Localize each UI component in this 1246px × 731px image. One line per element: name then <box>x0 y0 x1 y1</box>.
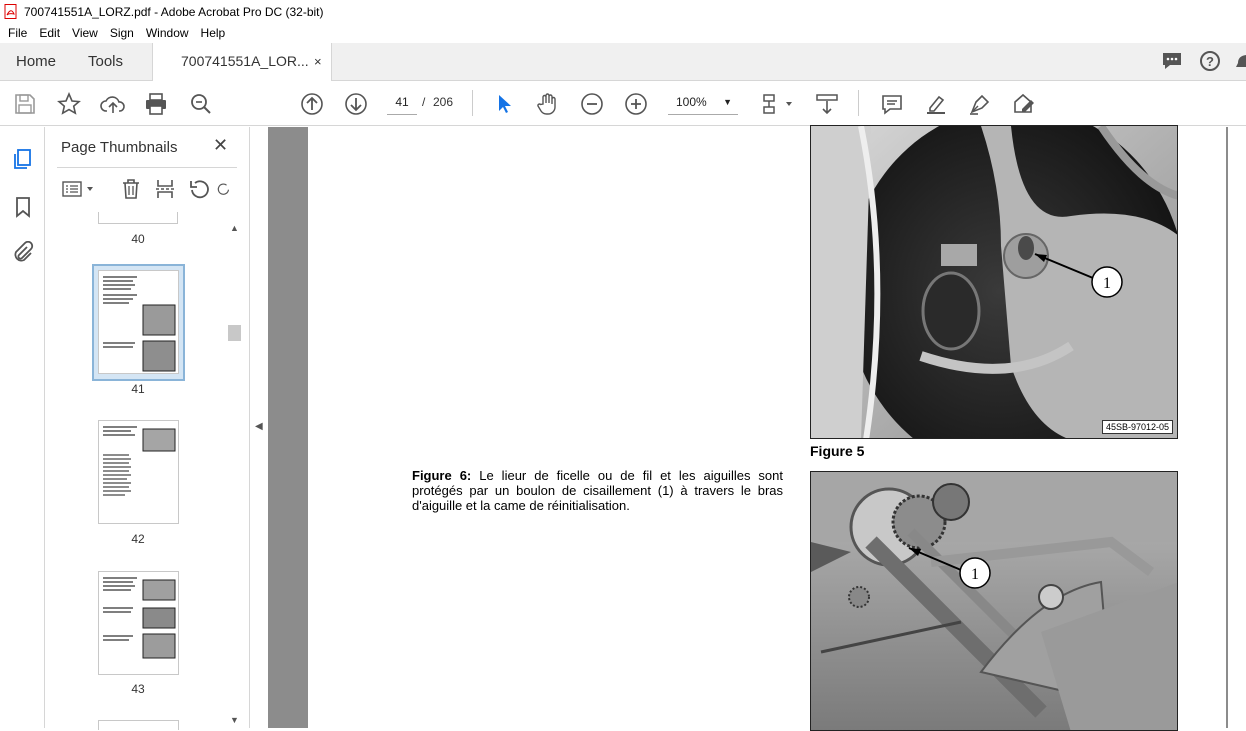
figure6-text: Le lieur de ficelle ou de fil et les aiguilles sont protégés par un boulon de cisaillement (1) à travers le bras d'aiguille et la came de réinitialisation. <box>412 468 783 513</box>
rotate-right-icon[interactable] <box>217 177 231 201</box>
tab-document[interactable] <box>152 43 332 81</box>
panel-divider <box>57 167 237 168</box>
help-icon[interactable] <box>1198 49 1222 73</box>
panel-collapse-handle[interactable] <box>250 127 268 728</box>
zoom-in-icon[interactable] <box>623 91 649 117</box>
menu-sign[interactable]: Sign <box>109 26 134 40</box>
thumbnail-scrollbar[interactable] <box>228 219 242 727</box>
panel-title: Page Thumbnails <box>61 139 178 156</box>
zoom-out-icon[interactable] <box>579 91 605 117</box>
options-menu-icon[interactable] <box>61 177 95 201</box>
zoom-level-dropdown[interactable] <box>668 90 738 115</box>
rotate-left-icon[interactable] <box>187 177 211 201</box>
menu-help[interactable]: Help <box>200 26 226 40</box>
chevron-left-icon: ◀ <box>255 421 263 432</box>
tab-tools[interactable]: Tools <box>88 53 124 70</box>
toolbar-separator <box>472 90 473 116</box>
svg-text:?: ? <box>1206 54 1214 69</box>
figure5-photo-code: 45SB-97012-05 <box>1102 420 1173 434</box>
print-icon[interactable] <box>143 91 169 117</box>
page-display-icon[interactable] <box>760 91 796 117</box>
figure6-callout: 1 <box>971 566 979 583</box>
page-number-input[interactable]: 41 <box>387 90 417 115</box>
menu-bar <box>0 23 1246 43</box>
scroll-mode-icon[interactable] <box>814 91 840 117</box>
thumbnail-label: 40 <box>131 232 145 246</box>
chevron-down-icon: ▼ <box>723 97 732 107</box>
zoom-search-icon[interactable] <box>188 91 214 117</box>
window-title: 700741551A_LORZ.pdf - Adobe Acrobat Pro DC (32-bit) <box>24 4 324 19</box>
thumbnail-page-44[interactable] <box>98 720 179 730</box>
next-page-icon[interactable] <box>343 91 369 117</box>
notifications-icon[interactable] <box>1236 49 1246 73</box>
thumbnail-42-content <box>99 421 178 523</box>
select-cursor-icon[interactable] <box>491 91 517 117</box>
page-separator: / <box>422 95 426 109</box>
thumbnail-label: 42 <box>131 532 145 546</box>
pdf-page <box>308 127 1226 728</box>
figure6-paragraph <box>412 468 783 513</box>
menu-file[interactable]: File <box>8 26 28 40</box>
tab-home[interactable]: Home <box>16 53 57 70</box>
document-viewport <box>268 127 1246 728</box>
left-navigation-rail <box>0 127 45 728</box>
highlight-pen-icon[interactable] <box>923 91 949 117</box>
upload-cloud-icon[interactable] <box>100 91 126 117</box>
thumbnail-page-42[interactable] <box>98 420 179 524</box>
main-toolbar <box>0 81 1246 126</box>
tab-bar <box>0 43 1246 81</box>
comments-icon[interactable] <box>1160 49 1184 73</box>
fill-sign-icon[interactable] <box>1011 91 1037 117</box>
star-icon[interactable] <box>56 91 82 117</box>
bookmark-icon[interactable] <box>11 195 35 219</box>
figure6-label: Figure 6: <box>412 468 472 483</box>
figure6-photo <box>810 471 1178 731</box>
thumbnail-page-43[interactable] <box>98 571 179 675</box>
total-pages: 206 <box>433 95 454 109</box>
tab-document-label: 700741551A_LOR... <box>181 53 309 69</box>
panel-close-icon[interactable]: ✕ <box>213 135 229 155</box>
scroll-down-icon[interactable]: ▼ <box>230 715 239 725</box>
thumbnail-41-content <box>99 271 178 373</box>
toolbar-separator <box>858 90 859 116</box>
tab-close-icon[interactable]: × <box>314 54 322 69</box>
scrollbar-thumb[interactable] <box>228 325 241 341</box>
page-thumbnails-icon[interactable] <box>11 147 35 171</box>
tab-bar-icons <box>1160 49 1246 75</box>
comment-icon[interactable] <box>879 91 905 117</box>
thumbnail-43-content <box>99 572 178 674</box>
pdf-app-icon <box>4 4 18 19</box>
page-thumbnails-panel <box>45 127 250 728</box>
title-bar <box>0 0 1246 23</box>
draw-pen-icon[interactable] <box>967 91 993 117</box>
figure5-photo <box>810 125 1178 439</box>
scroll-up-icon[interactable]: ▲ <box>230 223 239 233</box>
thumbnail-page-40[interactable] <box>98 212 178 224</box>
hand-tool-icon[interactable] <box>535 91 561 117</box>
right-panel-edge <box>1228 127 1246 728</box>
attachment-icon[interactable] <box>11 240 35 264</box>
figure5-caption: Figure 5 <box>810 443 865 459</box>
extract-pages-icon[interactable] <box>153 177 177 201</box>
previous-page-icon[interactable] <box>299 91 325 117</box>
save-icon[interactable] <box>12 91 38 117</box>
figure5-callout: 1 <box>1103 275 1111 292</box>
thumbnail-label: 41 <box>131 382 145 396</box>
thumbnail-page-41[interactable] <box>98 270 179 374</box>
menu-window[interactable]: Window <box>145 26 189 40</box>
delete-page-icon[interactable] <box>119 177 143 201</box>
thumbnail-toolbar <box>57 177 247 203</box>
thumbnail-label: 43 <box>131 682 145 696</box>
zoom-level-value: 100% <box>676 95 707 109</box>
menu-edit[interactable]: Edit <box>39 26 61 40</box>
menu-view[interactable]: View <box>72 26 98 40</box>
